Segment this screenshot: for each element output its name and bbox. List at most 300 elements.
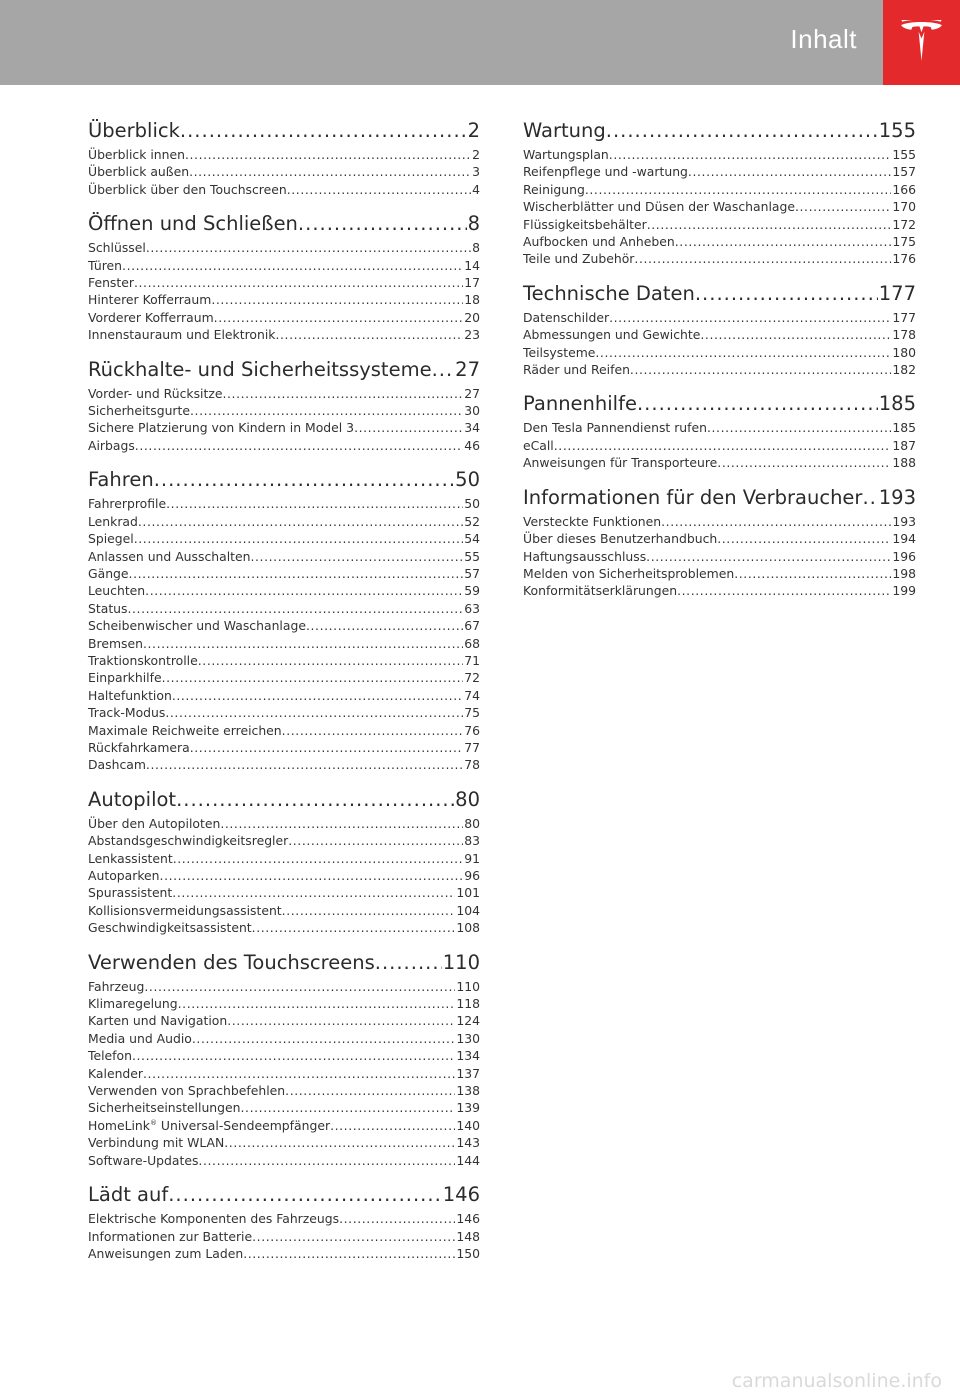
entry-page-number: 68 [464,635,480,651]
toc-left-column [88,118,480,1275]
entry-page-number: 124 [456,1013,480,1029]
dot-leader [154,467,454,493]
watermark: carmanualsonline.info [731,1370,942,1392]
toc-entry[interactable] [88,1245,480,1262]
toc-entry[interactable] [88,163,480,180]
entry-page-number: 72 [464,670,480,686]
entry-page-number: 23 [464,327,480,343]
toc-section [88,357,480,455]
dot-leader [220,815,463,832]
toc-entry[interactable] [88,919,480,936]
section-title: Wartung [523,119,606,142]
toc-entry[interactable] [523,582,916,599]
toc-section-heading[interactable] [88,787,480,813]
section-title: Öffnen und Schließen [88,212,298,236]
registered-mark: ® [149,1118,157,1127]
toc-entry[interactable] [88,815,480,832]
toc-entry[interactable] [88,1210,480,1227]
toc-entry[interactable] [88,1117,480,1134]
entry-label: Melden von Sicherheitsproblemen [523,565,735,581]
entry-label: Elektrische Komponenten des Fahrzeugs [88,1211,340,1227]
dot-leader [288,832,463,849]
toc-entry[interactable] [523,513,916,530]
toc-entry[interactable] [523,548,916,565]
entry-page-number: 150 [456,1245,480,1261]
dot-leader [243,1245,455,1262]
toc-section-heading[interactable] [523,118,916,144]
entry-label: Wischerblätter und Düsen der Waschanlage [523,199,795,215]
toc-entry[interactable] [88,530,480,547]
entry-page-number: 63 [464,600,480,616]
toc-entry[interactable] [88,257,480,274]
toc-entry[interactable] [88,832,480,849]
toc-entry[interactable] [88,181,480,198]
entry-label: Airbags [88,437,135,453]
toc-entry[interactable] [523,146,916,163]
entry-page-number: 199 [892,583,916,599]
dot-leader [717,530,891,547]
dot-leader [595,344,891,361]
dot-leader [134,530,463,547]
toc-entry[interactable] [523,344,916,361]
entry-label: Autoparken [88,868,160,883]
toc-entry[interactable] [88,902,480,919]
toc-entry[interactable] [88,582,480,599]
dot-leader [172,687,463,704]
entry-page-number: 172 [892,216,916,232]
dot-leader [795,198,891,215]
toc-entry[interactable] [523,309,916,326]
dot-leader [585,181,891,198]
entry-label: Abstandsgeschwindigkeitsregler [88,833,289,849]
toc-entry[interactable] [523,419,916,436]
dot-leader [180,118,467,144]
dot-leader [185,146,471,163]
toc-entry[interactable] [88,600,480,617]
section-page-number: 110 [442,950,480,974]
dot-leader [252,1228,455,1245]
toc-entry[interactable] [523,216,916,233]
toc-entry[interactable] [88,565,480,582]
entry-page-number: 196 [892,548,916,564]
entry-page-number: 14 [464,257,480,273]
entry-page-number: 75 [464,705,480,721]
entry-page-number: 2 [472,147,480,162]
toc-entry[interactable] [88,995,480,1012]
toc-entry[interactable] [523,454,916,471]
entry-label: Telefon [88,1048,132,1064]
entry-page-number: 118 [456,996,480,1012]
toc-section-heading[interactable] [88,467,480,493]
toc-entry[interactable] [523,163,916,180]
entry-page-number: 134 [456,1048,480,1064]
entry-label: Scheibenwischer und Waschanlage [88,618,306,634]
toc-section [523,118,916,268]
entry-page-number: 188 [892,455,916,471]
entry-label: Sicherheitseinstellungen [88,1100,241,1116]
entry-page-number: 80 [464,815,480,831]
toc-entry[interactable] [88,978,480,995]
entry-label: Software-Updates [88,1152,199,1168]
entry-page-number: 8 [472,240,480,256]
toc-entry[interactable] [88,1047,480,1064]
dot-leader [298,211,467,237]
entry-page-number: 46 [464,437,480,453]
toc-entry[interactable] [88,850,480,867]
toc-section-heading[interactable] [88,950,480,976]
entry-page-number: 76 [464,722,480,738]
toc-entry[interactable] [88,1099,480,1116]
dot-leader [166,495,463,512]
entry-label: Reifenpflege und -wartung [523,164,688,180]
entry-page-number: 50 [464,496,480,512]
entry-page-number: 157 [892,164,916,180]
toc-entry[interactable] [523,326,916,343]
toc-entry[interactable] [523,530,916,547]
entry-page-number: 54 [464,531,480,547]
entry-label: Klimaregelung [88,996,178,1012]
section-page-number: 8 [467,212,480,236]
entry-label: HomeLink® Universal-Sendeempfänger [88,1117,331,1133]
toc-entry[interactable] [88,1134,480,1151]
entry-page-number: 137 [456,1065,480,1081]
entry-label: Haltefunktion [88,687,172,703]
dot-leader [375,950,442,976]
dot-leader [717,454,891,471]
dot-leader [162,669,464,686]
toc-section-heading[interactable] [88,211,480,237]
toc-entry[interactable] [88,884,480,901]
toc-entry[interactable] [88,635,480,652]
entry-label: Anweisungen zum Laden [88,1245,244,1261]
dot-leader [734,565,891,582]
entry-page-number: 144 [456,1152,480,1168]
dot-leader [330,1117,455,1134]
entry-label: Verbindung mit WLAN [88,1135,225,1151]
toc-entry[interactable] [523,437,916,454]
toc-section-heading[interactable] [88,357,480,383]
dot-leader [132,1047,455,1064]
dot-leader [192,1030,455,1047]
entry-label: Schlüssel [88,240,146,256]
dot-leader [646,548,891,565]
toc-entry[interactable] [523,233,916,250]
section-title: Überblick [88,119,180,142]
dot-leader [677,582,891,599]
toc-right-column [523,118,916,613]
entry-page-number: 18 [464,292,480,308]
toc-entry[interactable] [88,385,480,402]
dot-leader [862,485,877,511]
entry-page-number: 104 [456,902,480,918]
dot-leader [211,291,463,308]
entry-page-number: 194 [892,531,916,547]
entry-label: Kollisionsvermeidungsassistent [88,902,282,918]
dot-leader [198,652,463,669]
entry-page-number: 182 [892,362,916,378]
entry-page-number: 20 [464,309,480,325]
entry-label: Über dieses Benutzerhandbuch [523,531,718,547]
toc-section-heading[interactable] [523,485,916,511]
entry-label: Kalender [88,1065,144,1081]
entry-label: Sichere Platzierung von Kindern in Model 3 [88,420,355,436]
dot-leader [695,281,878,307]
entry-page-number: 3 [472,164,480,180]
entry-label: Maximale Reichweite erreichen [88,722,282,738]
toc-entry[interactable] [88,1012,480,1029]
entry-label: Traktionskontrolle [88,652,198,668]
toc-entry[interactable] [88,1030,480,1047]
entry-label: Datenschilder [523,309,610,325]
dot-leader [554,437,892,454]
toc-entry[interactable] [88,652,480,669]
dot-leader [250,548,463,565]
entry-label: Hinterer Kofferraum [88,292,212,308]
dot-leader [176,787,454,813]
toc-entry[interactable] [523,565,916,582]
dot-leader [609,146,892,163]
dot-leader [143,1065,455,1082]
toc-section [88,211,480,343]
entry-page-number: 140 [456,1117,480,1133]
entry-label: Spurassistent [88,885,173,901]
toc-section [88,1182,480,1262]
entry-page-number: 67 [464,618,480,634]
dot-leader [168,1182,442,1208]
toc-section [88,467,480,774]
entry-page-number: 166 [892,181,916,197]
toc-entry[interactable] [88,704,480,721]
entry-label: Abmessungen und Gewichte [523,327,701,343]
entry-page-number: 175 [892,234,916,250]
entry-label: Überblick außen [88,164,190,180]
entry-page-number: 17 [464,275,480,291]
entry-page-number: 130 [456,1030,480,1046]
dot-leader [224,1134,455,1151]
dot-leader [122,257,463,274]
entry-page-number: 91 [464,850,480,866]
entry-label: Karten und Navigation [88,1013,228,1029]
dot-leader [165,704,463,721]
toc-entry[interactable] [88,687,480,704]
toc-entry[interactable] [88,1152,480,1169]
dot-leader [339,1210,455,1227]
dot-leader [135,437,463,454]
entry-label: Reinigung [523,181,585,197]
toc-entry[interactable] [88,309,480,326]
entry-page-number: 57 [464,565,480,581]
section-title: Autopilot [88,787,177,811]
entry-page-number: 52 [464,513,480,529]
entry-label: Versteckte Funktionen [523,513,662,529]
section-title: Pannenhilfe [523,392,637,416]
dot-leader [146,756,463,773]
entry-label: Überblick innen [88,147,185,162]
entry-label: Teile und Zubehör [523,251,635,267]
entry-page-number: 110 [456,978,480,994]
toc-entry[interactable] [88,867,480,884]
toc-entry[interactable] [88,756,480,773]
entry-page-number: 4 [472,181,480,197]
dot-leader [432,357,455,383]
entry-label: Fenster [88,275,134,291]
dot-leader [144,978,455,995]
toc-entry[interactable] [88,239,480,256]
dot-leader [675,233,892,250]
section-title: Technische Daten [523,281,695,305]
entry-page-number: 77 [464,739,480,755]
section-title: Lädt auf [88,1183,169,1207]
entry-label: Bremsen [88,635,143,651]
toc-entry[interactable] [523,181,916,198]
toc-section [523,281,916,379]
dot-leader [146,239,471,256]
entry-page-number: 178 [892,327,916,343]
toc-entry[interactable] [88,722,480,739]
entry-label: Informationen zur Batterie [88,1228,253,1244]
entry-label: Leuchten [88,583,146,599]
toc-entry[interactable] [88,419,480,436]
toc-entry[interactable] [88,548,480,565]
toc-section [523,485,916,600]
dot-leader [241,1099,456,1116]
dot-leader [282,722,464,739]
toc-entry[interactable] [88,274,480,291]
dot-leader [173,850,464,867]
toc-entry[interactable] [88,669,480,686]
toc-entry[interactable] [88,495,480,512]
toc-entry[interactable] [88,1065,480,1082]
toc-section-heading[interactable] [523,391,916,417]
entry-page-number: 146 [456,1211,480,1227]
toc-entry[interactable] [88,617,480,634]
entry-page-number: 27 [464,385,480,401]
dot-leader [285,1082,455,1099]
entry-label: Status [88,600,128,616]
entry-page-number: 139 [456,1100,480,1116]
section-page-number: 146 [442,1183,480,1207]
entry-page-number: 148 [456,1228,480,1244]
dot-leader [688,163,891,180]
entry-page-number: 155 [892,147,916,162]
section-title: Informationen für den Verbraucher [523,485,863,509]
entry-page-number: 138 [456,1083,480,1099]
entry-label: Geschwindigkeitsassistent [88,920,252,936]
toc-section-heading[interactable] [88,1182,480,1208]
entry-label: Überblick über den Touchscreen [88,181,287,197]
dot-leader [127,600,463,617]
entry-label: Spiegel [88,531,134,547]
entry-label: Fahrerprofile [88,496,167,512]
entry-page-number: 101 [456,885,480,901]
entry-page-number: 108 [456,920,480,936]
entry-label: Dashcam [88,757,146,773]
entry-label: Über den Autopiloten [88,815,221,831]
dot-leader [252,919,456,936]
dot-leader [189,163,471,180]
section-page-number: 80 [455,787,480,811]
entry-label: Räder und Reifen [523,362,630,378]
brand-logo-box [883,0,960,85]
toc-section [88,118,480,198]
toc-section [88,787,480,937]
toc-entry[interactable] [88,146,480,163]
toc-entry[interactable] [88,739,480,756]
toc-entry[interactable] [523,250,916,267]
dot-leader [172,884,455,901]
entry-page-number: 180 [892,344,916,360]
entry-label: Wartungsplan [523,147,609,162]
entry-page-number: 185 [892,420,916,436]
dot-leader [634,250,891,267]
section-page-number: 2 [467,119,480,142]
entry-label: Haftungsausschluss [523,548,647,564]
toc-section-heading[interactable] [88,118,480,144]
section-page-number: 193 [878,485,916,509]
entry-label: Lenkassistent [88,850,173,866]
dot-leader [143,635,463,652]
entry-label: Teilsysteme [523,344,596,360]
dot-leader [222,385,463,402]
dot-leader [190,739,463,756]
entry-label: Rückfahrkamera [88,739,190,755]
entry-label: Aufbocken und Anheben [523,234,675,250]
dot-leader [227,1012,455,1029]
dot-leader [214,309,464,326]
toc-entry[interactable] [523,361,916,378]
entry-page-number: 96 [464,868,480,883]
dot-leader [637,391,878,417]
section-page-number: 50 [455,468,480,492]
toc-entry[interactable] [88,326,480,343]
entry-label: Innenstauraum und Elektronik [88,327,276,343]
dot-leader [190,402,463,419]
section-title: Rückhalte- und Sicherheitssysteme [88,357,432,381]
dot-leader [198,1152,455,1169]
toc-entry[interactable] [88,513,480,530]
toc-section [523,391,916,471]
entry-page-number: 71 [464,652,480,668]
section-page-number: 177 [878,281,916,305]
entry-label: Sicherheitsgurte [88,403,190,419]
entry-page-number: 83 [464,833,480,849]
entry-label: Den Tesla Pannendienst rufen [523,420,707,436]
toc-entry[interactable] [88,1082,480,1099]
entry-page-number: 176 [892,251,916,267]
toc-entry[interactable] [88,1228,480,1245]
toc-section-heading[interactable] [523,281,916,307]
entry-page-number: 143 [456,1135,480,1151]
entry-label: eCall [523,437,554,453]
entry-page-number: 30 [464,403,480,419]
entry-page-number: 177 [892,309,916,325]
entry-page-number: 34 [464,420,480,436]
section-title: Fahren [88,468,154,492]
dot-leader [707,419,891,436]
dot-leader [630,361,891,378]
dot-leader [134,274,463,291]
entry-label: Fahrzeug [88,978,145,994]
toc-entry[interactable] [88,291,480,308]
toc-entry[interactable] [88,437,480,454]
section-page-number: 155 [878,119,916,142]
toc-entry[interactable] [88,402,480,419]
entry-label: Konformitätserklärungen [523,583,678,599]
dot-leader [647,216,892,233]
toc-entry[interactable] [523,198,916,215]
entry-label: Lenkrad [88,513,138,529]
tesla-logo-icon [901,20,942,65]
